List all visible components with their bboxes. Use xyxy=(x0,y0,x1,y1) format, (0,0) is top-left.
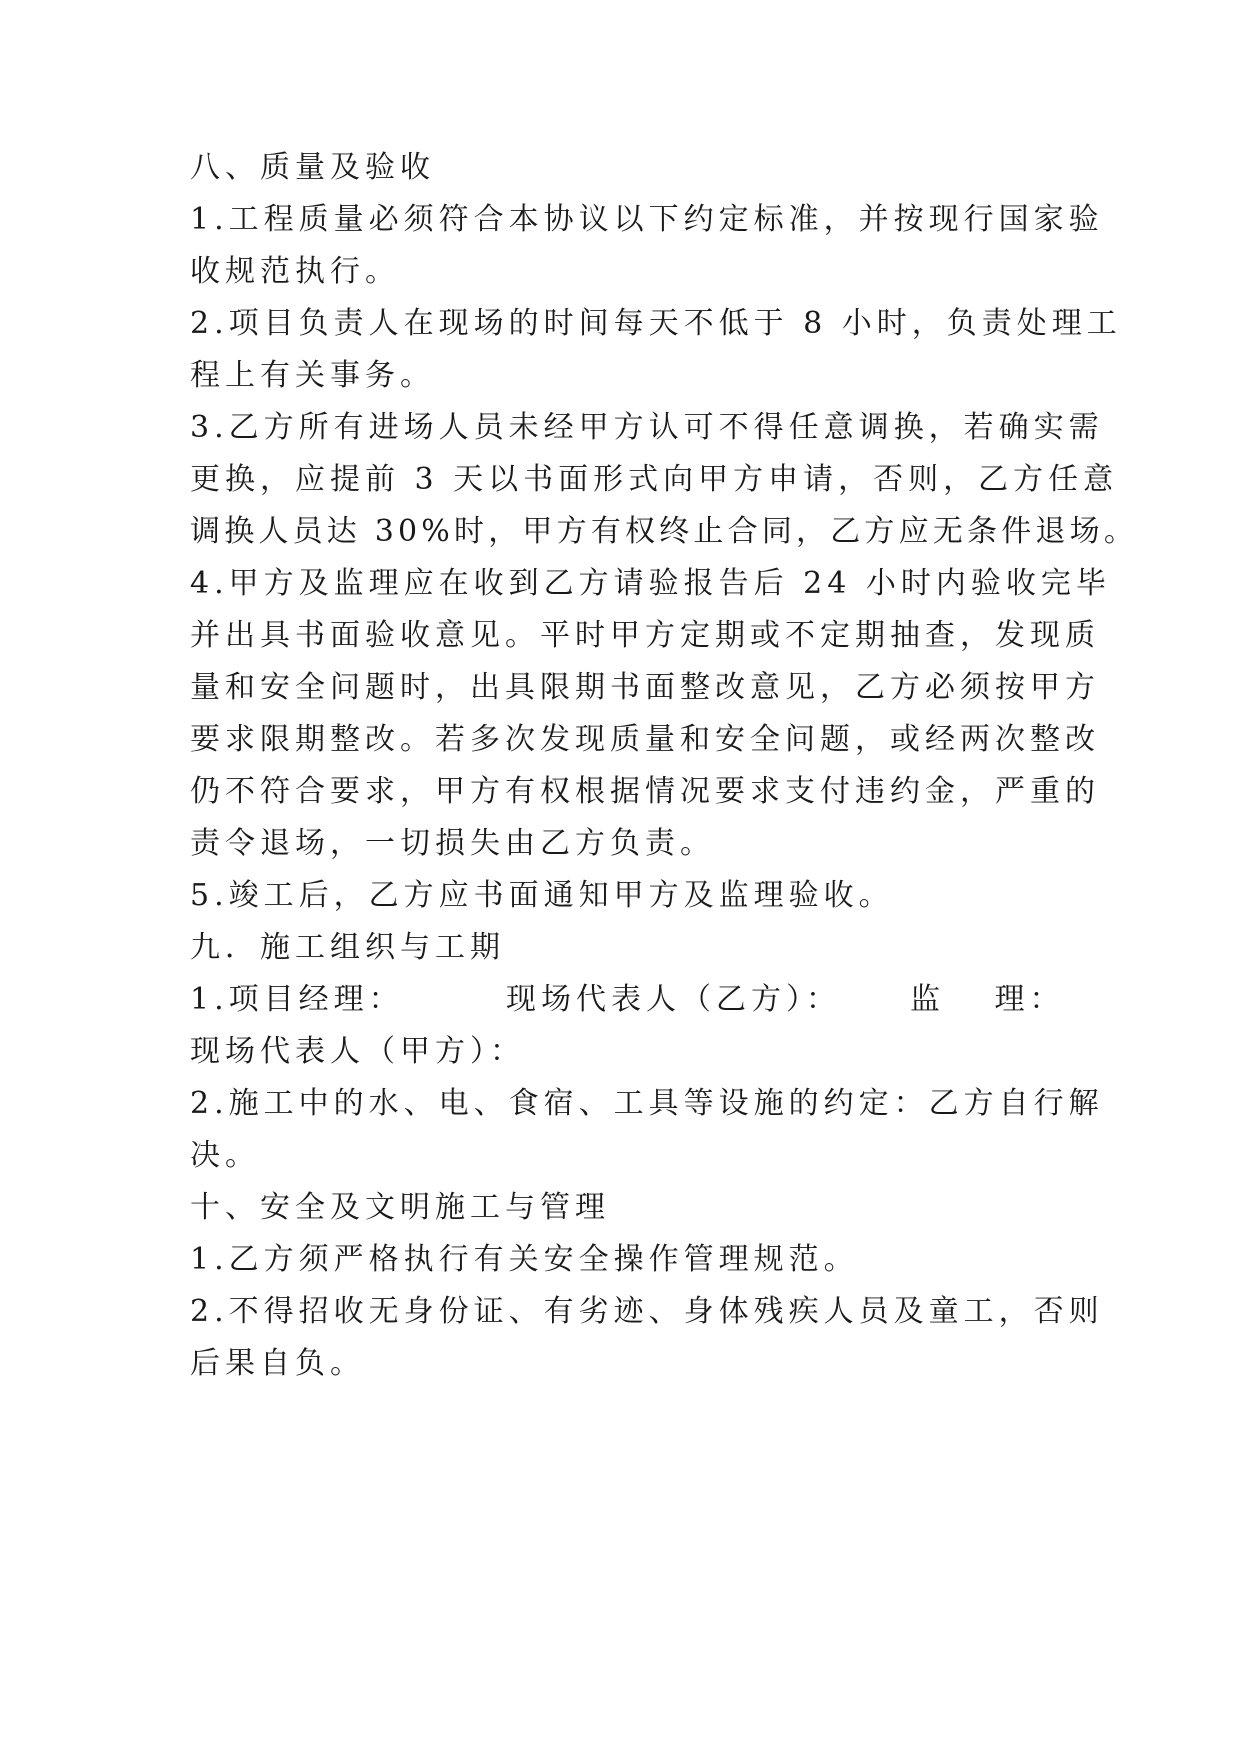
section-heading-quality: 八、质量及验收 xyxy=(190,150,435,185)
section-heading-safety: 十、安全及文明施工与管理 xyxy=(190,1190,610,1225)
paragraph-line: 1.工程质量必须符合本协议以下约定标准，并按现行国家验 xyxy=(190,202,1104,237)
site-rep-b-label: 现场代表人（乙方）： xyxy=(506,982,841,1017)
paragraph-line: 要求限期整改。若多次发现质量和安全问题，或经两次整改 xyxy=(190,722,1100,757)
paragraph-line: 3.乙方所有进场人员未经甲方认可不得任意调换，若确实需 xyxy=(190,410,1104,445)
site-rep-a-label: 现场代表人（甲方）： xyxy=(190,1034,525,1069)
paragraph-line: 2.施工中的水、电、食宿、工具等设施的约定：乙方自行解 xyxy=(190,1086,1104,1121)
paragraph-line: 更换，应提前 3 天以书面形式向甲方申请，否则，乙方任意 xyxy=(190,462,1119,497)
paragraph-line: 5.竣工后，乙方应书面通知甲方及监理验收。 xyxy=(190,878,894,913)
paragraph-line: 后果自负。 xyxy=(190,1346,365,1381)
project-manager-label: 1.项目经理： xyxy=(190,982,404,1017)
paragraph-line: 仍不符合要求，甲方有权根据情况要求支付违约金，严重的 xyxy=(190,774,1100,809)
paragraph-line: 量和安全问题时，出具限期书面整改意见，乙方必须按甲方 xyxy=(190,670,1100,705)
paragraph-line: 2.项目负责人在现场的时间每天不低于 8 小时，负责处理工 xyxy=(190,306,1122,341)
paragraph-line: 2.不得招收无身份证、有劣迹、身体残疾人员及童工，否则 xyxy=(190,1294,1104,1329)
paragraph-line: 收规范执行。 xyxy=(190,254,400,289)
paragraph-line: 程上有关事务。 xyxy=(190,358,435,393)
supervisor-label: 监 理： xyxy=(910,982,1065,1017)
section-heading-construction: 九．施工组织与工期 xyxy=(190,930,505,965)
paragraph-line: 并出具书面验收意见。平时甲方定期或不定期抽查，发现质 xyxy=(190,618,1100,653)
paragraph-line: 1.乙方须严格执行有关安全操作管理规范。 xyxy=(190,1242,859,1277)
paragraph-line: 责令退场，一切损失由乙方负责。 xyxy=(190,826,715,861)
paragraph-line: 4.甲方及监理应在收到乙方请验报告后 24 小时内验收完毕 xyxy=(190,566,1111,601)
paragraph-line: 调换人员达 30%时，甲方有权终止合同，乙方应无条件退场。 xyxy=(190,514,1139,549)
paragraph-line: 决。 xyxy=(190,1138,260,1173)
